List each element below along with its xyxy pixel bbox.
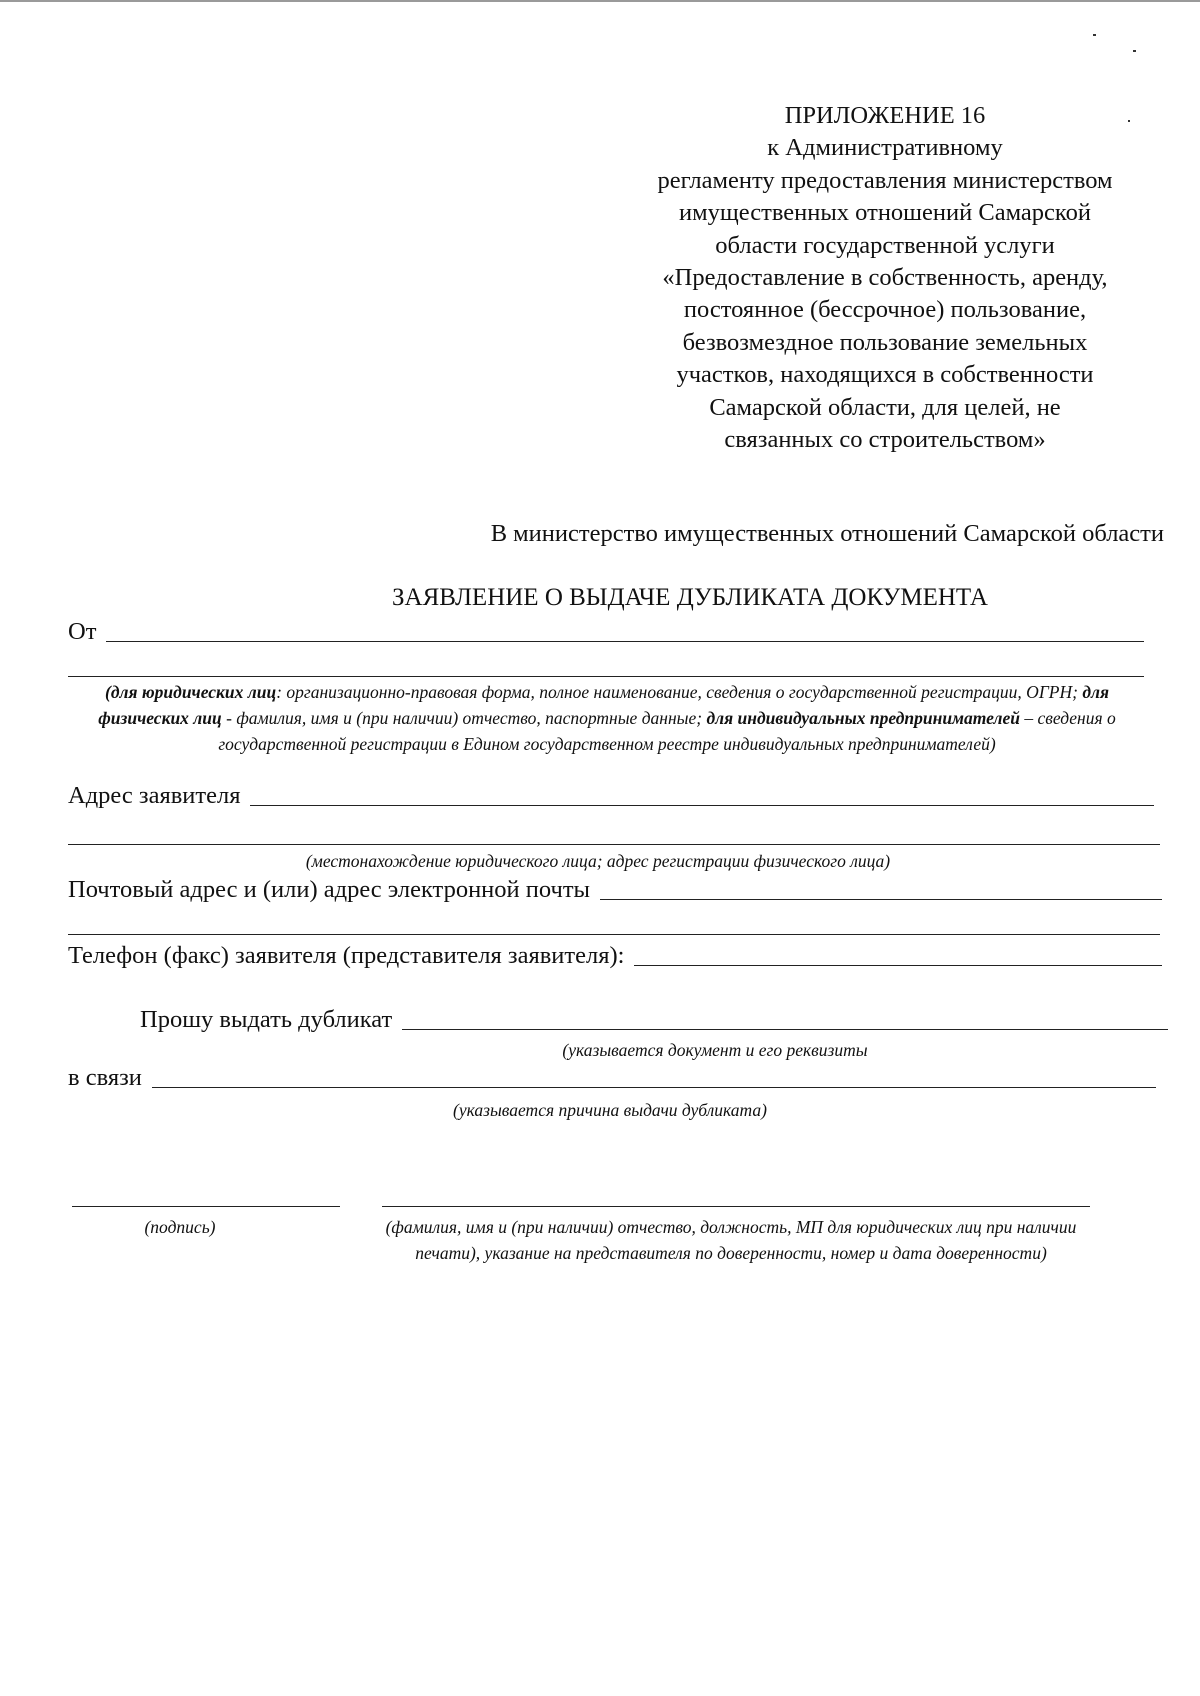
from-field[interactable]: [106, 640, 1144, 642]
request-field[interactable]: [402, 1028, 1168, 1030]
request-row: [140, 1006, 1168, 1034]
phone-row: [68, 942, 1162, 970]
scan-speck: [1093, 34, 1096, 36]
from-label: От: [68, 618, 97, 645]
postal-row: [68, 876, 1162, 904]
hint-text-entrepreneur: – сведения о государственной регистрации в Едином государственном реестре индивидуальных предпринимателей): [218, 708, 1116, 754]
appendix-line: «Предоставление в собственность, аренду,: [662, 264, 1108, 292]
addressee-line: В министерство имущественных отношений Самарской области: [490, 520, 1164, 547]
phone-field[interactable]: [634, 964, 1162, 966]
from-row: [68, 618, 1144, 646]
reason-row: [68, 1064, 1156, 1092]
scan-speck: [1133, 50, 1136, 52]
fullname-hint: (фамилия, имя и (при наличии) отчество, должность, МП для юридических лиц при наличии печати), указание на представителя по доверенности, номер и дата доверенности): [385, 1217, 1077, 1263]
address-hint: (местонахождение юридического лица; адрес регистрации физического лица): [305, 851, 891, 871]
request-hint: (указывается документ и его реквизиты: [562, 1040, 868, 1060]
postal-field[interactable]: [600, 898, 1162, 900]
from-hint: [68, 679, 1146, 757]
address-label: Адрес заявителя: [68, 782, 241, 809]
appendix-line: области государственной услуги: [715, 231, 1055, 259]
phone-label: Телефон (факс) заявителя (представителя заявителя):: [68, 942, 625, 969]
appendix-line: ПРИЛОЖЕНИЕ 16: [784, 102, 986, 129]
appendix-line: имущественных отношений Самарской: [679, 199, 1091, 227]
address-field[interactable]: [250, 804, 1154, 806]
postal-field-line-2[interactable]: [68, 934, 1160, 935]
top-edge-rule: [0, 0, 1200, 2]
appendix-line: участков, находящихся в собственности: [676, 361, 1094, 389]
appendix-line: связанных со строительством»: [724, 426, 1046, 454]
from-field-line-2[interactable]: [68, 676, 1144, 677]
reason-field[interactable]: [152, 1086, 1156, 1088]
postal-label: Почтовый адрес и (или) адрес электронной почты: [68, 876, 590, 903]
hint-text-legal: : организационно-правовая форма, полное наименование, сведения о государственной регистрации, ОГРН;: [276, 682, 1083, 702]
fullname-field[interactable]: [382, 1206, 1090, 1207]
reason-hint: (указывается причина выдачи дубликата): [453, 1100, 767, 1120]
signature-field[interactable]: [72, 1206, 340, 1207]
hint-bold-individual: для физических лиц: [98, 682, 1109, 728]
reason-label: в связи: [68, 1064, 142, 1091]
appendix-header: [610, 100, 1160, 456]
appendix-line: регламенту предоставления министерством: [657, 166, 1113, 194]
appendix-line: постоянное (бессрочное) пользование,: [683, 296, 1087, 324]
hint-text-individual: - фамилия, имя и (при наличии) отчество, паспортные данные;: [221, 708, 707, 728]
hint-bold-legal: (для юридических лиц: [105, 682, 277, 702]
hint-bold-entrepreneur: для индивидуальных предпринимателей: [706, 708, 1020, 728]
address-row: [68, 782, 1154, 810]
appendix-line: к Административному: [767, 134, 1003, 162]
appendix-line: безвозмездное пользование земельных: [682, 328, 1088, 356]
request-label: Прошу выдать дубликат: [140, 1006, 393, 1033]
signature-hint: (подпись): [144, 1217, 216, 1237]
document-title: ЗАЯВЛЕНИЕ О ВЫДАЧЕ ДУБЛИКАТА ДОКУМЕНТА: [392, 584, 988, 611]
address-field-line-2[interactable]: [68, 844, 1160, 845]
appendix-line: Самарской области, для целей, не: [709, 393, 1061, 421]
